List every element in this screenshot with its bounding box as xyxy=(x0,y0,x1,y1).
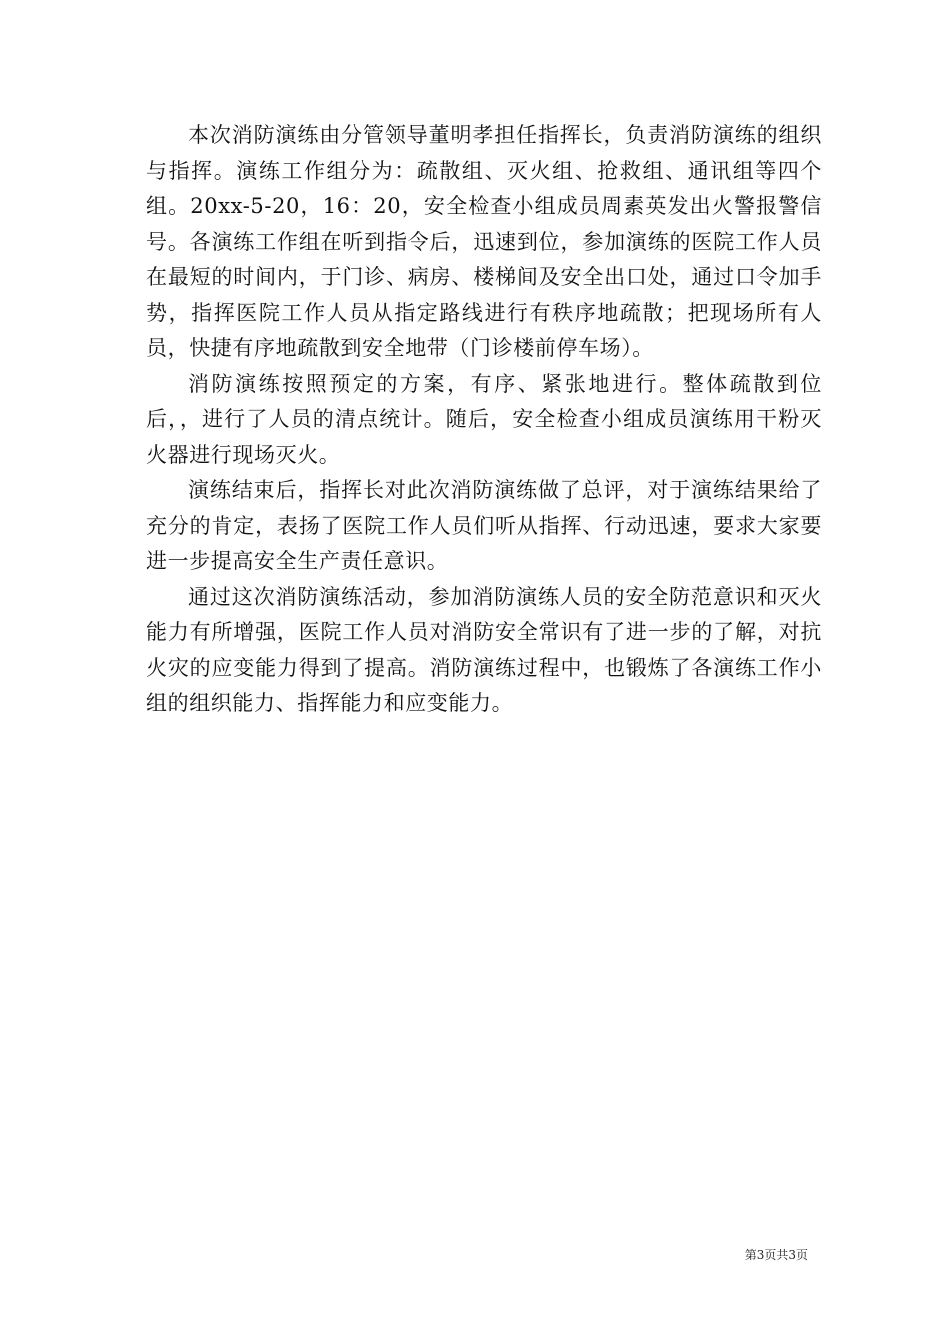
paragraph-drill-process: 消防演练按照预定的方案，有序、紧张地进行。整体疏散到位后，，进行了人员的清点统计。随后，安全检查小组成员演练用干粉灭火器进行现场灭火。 xyxy=(146,371,822,467)
page-number-footer: 第3页共3页 xyxy=(744,1248,808,1262)
paragraph-drill-summary: 演练结束后，指挥长对此次消防演练做了总评，对于演练结果给了充分的肯定，表扬了医院工作人员们听从指挥、行动迅速，要求大家要进一步提高安全生产责任意识。 xyxy=(146,478,822,573)
document-body xyxy=(146,118,822,722)
paragraph-drill-outcome: 通过这次消防演练活动，参加消防演练人员的安全防范意识和灭火能力有所增强，医院工作人员对消防安全常识有了进一步的了解，对抗火灾的应变能力得到了提高。消防演练过程中，也锻炼了各演练工作小组的组织能力、指挥能力和应变能力。 xyxy=(146,584,822,715)
paragraph-command-structure: 本次消防演练由分管领导董明孝担任指挥长，负责消防演练的组织与指挥。演练工作组分为：疏散组、灭火组、抢救组、通讯组等四个组。20xx-5-20，16：20，安全检查小组成员周素英发出火警报警信号。各演练工作组在听到指令后，迅速到位，参加演练的医院工作人员在最短的时间内，于门诊、病房、楼梯间及安全出口处，通过口令加手势，指挥医院工作人员从指定路线进行有秩序地疏散；把现场所有人员，快捷有序地疏散到安全地带（门诊楼前停车场）。 xyxy=(146,123,822,360)
